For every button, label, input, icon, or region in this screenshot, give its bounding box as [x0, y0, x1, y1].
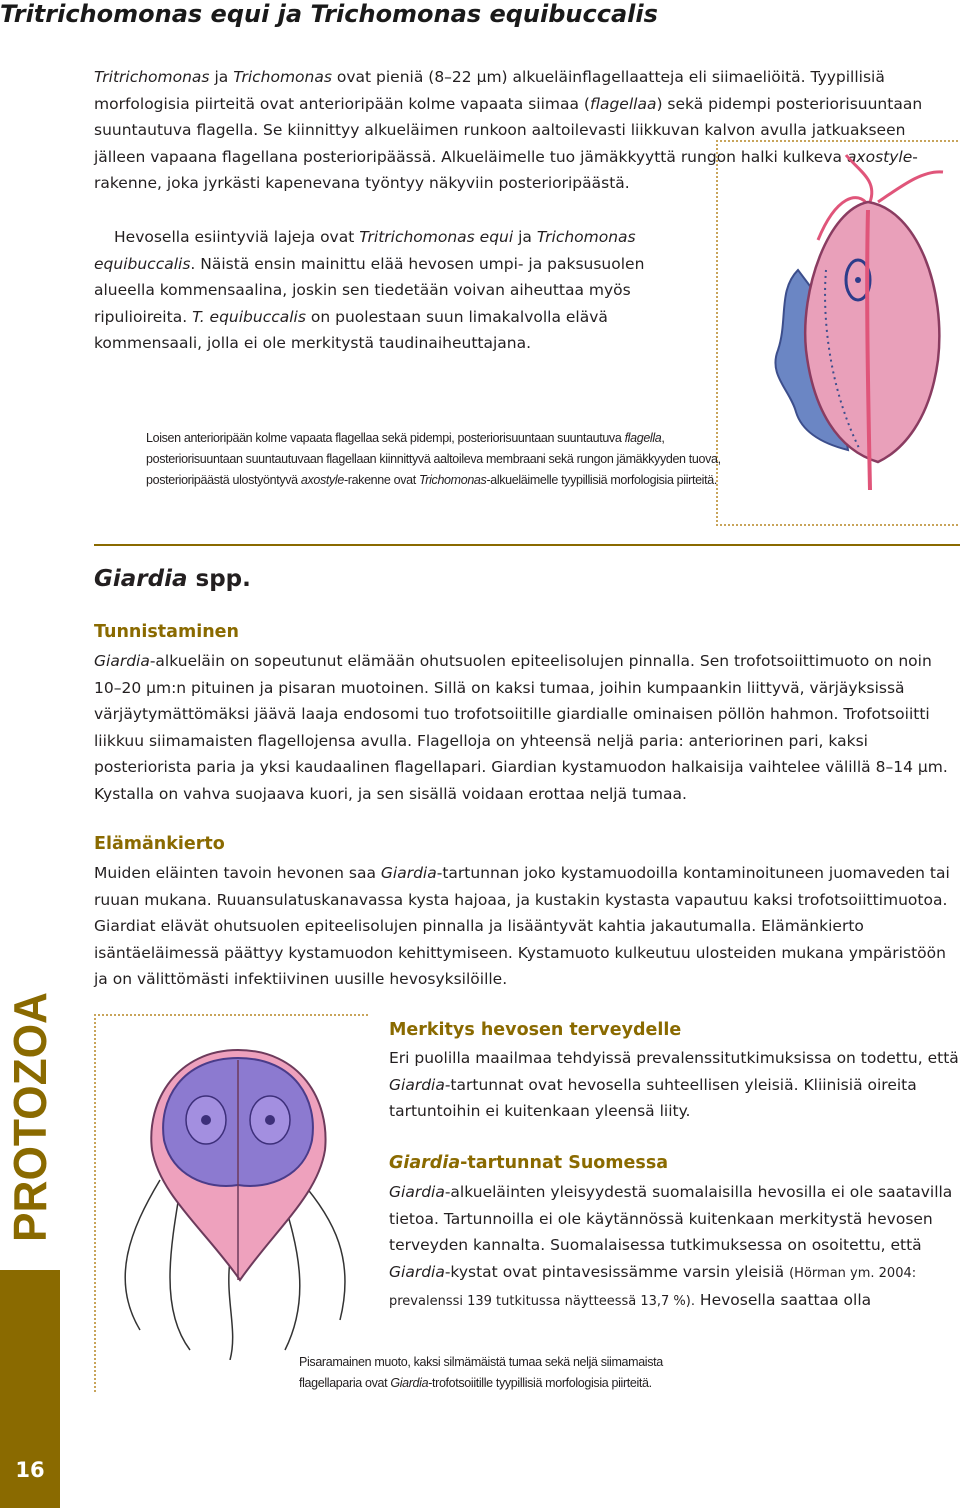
trichomonas-paragraph-1: Tritrichomonas ja Trichomonas ovat pieniä (8–22 µm) alkueläinflagellaatteja eli siimaeliöitä. Tyypillisiä morfologisia piirteitä ovat anterioripään kolme vapaata siimaa (flagellaa) sekä pidempi posteriorisuuntaan suuntautuva flagella. Se kiinnittyy alkueläimen runkoon aaltoilevasti liikkuvan kalvon avulla jatkuakseen jälleen vapaana flagellana posterioripäässä. Alkueläimelle tuo jämäkkyyttä rungon halki kulkeva axostyle-rakenne, joka jyrkästi kapenevana työntyy näkyviin posterioripäästä. [94, 68, 923, 192]
italic-term: Giardia [380, 864, 437, 882]
giardia-illustration [100, 1030, 376, 1360]
italic-term: Trichomonas equibuccalis [94, 228, 636, 273]
sidebar-label-protozoa [0, 950, 60, 1270]
italic-term: axostyle [846, 147, 913, 166]
italic-term: T. equibuccalis [192, 307, 306, 326]
heading-tunnistaminen: Tunnistaminen [94, 622, 239, 642]
page-number: 16 [15, 1458, 45, 1482]
italic-term: Giardia [389, 1183, 445, 1201]
endosome-left [201, 1115, 211, 1125]
italic-term: Tritrichomonas equi [359, 228, 514, 246]
italic-term: axostyle [300, 473, 344, 487]
tunnistaminen-paragraph: Giardia-alkueläin on sopeutunut elämään ohutsuolen epiteelisolujen pinnalla. Sen trofotsoiittimuoto on noin 10–20 µm:n pituinen ja pisaran muotoinen. Sillä on kaksi tumaa, joihin kumpaankin liittyvä, värjäyksissä värjäytymättömäksi jäävä laaja endosomi tuo trofotsoiitille giardialle ominaisen pöllön hahmon. Trofotsoiitti liikkuu siimamaisten flagellojensa avulla. Flagelloja on yhteensä neljä paria: anteriorinen pari, kaksi posteriorista paria ja yksi kaudaalinen flagellapari. Giardian kystamuodon halkaisija vaihtelee välillä 8–14 µm. Kystalla on vahva suojaava kuori, ja sen sisällä voidaan erottaa neljä tumaa. [94, 652, 948, 803]
section-divider [94, 544, 960, 546]
anterior-flagellum-2 [846, 155, 872, 202]
italic-term: Tritrichomonas [94, 68, 210, 86]
suomessa-paragraph: Giardia-alkueläinten yleisyydestä suomalaisilla hevosilla ei ole saatavilla tietoa. Tartunnoilla ei ole käytännössä kuitenkaan merkitystä hevosen terveyden kannalta. Suomalaisessa tutkimuksessa on osoitettu, että Giardia-kystat ovat pintavesissämme varsin yleisiä (Hörman ym. 2004: prevalenssi 139 tutkitussa näytteessä 13,7 %). Hevosella saattaa olla [389, 1183, 953, 1309]
heading-merkitys: Merkitys hevosen terveydelle [389, 1020, 682, 1040]
italic-term: Trichomonas [418, 473, 487, 487]
caudal-flagellum [229, 1260, 233, 1360]
protozoa-text: PROTOZOA [4, 982, 56, 1242]
elamankierto-paragraph: Muiden eläinten tavoin hevonen saa Giardia-tartunnan joko kystamuodoilla kontaminoituneen juomaveden tai ruuan mukana. Ruuansulatuskanavassa kysta hajoaa, ja kustakin kystasta vapautuu kaksi trofotsoiittimuotoa. Giardiat elävät ohutsuolen epiteelisolujen pinnalla ja lisääntyvät kahtia jakautumalla. Elämänkierto isäntäeläimessä päättyy kystamuodon kehittymiseen. Kystamuoto kulkeutuu ulosteiden mukana ympäristöön ja on välittömästi infektiivinen uusille hevosyksilöille. [94, 864, 950, 988]
italic-term: flagella [624, 431, 662, 445]
section-title-giardia: Giardia spp. [94, 566, 251, 592]
endosome-right [265, 1115, 275, 1125]
heading-elamankierto: Elämänkierto [94, 834, 225, 854]
italic-term: Giardia [390, 1376, 429, 1390]
italic-term: Giardia [389, 1262, 445, 1281]
flagellum-left-outer [125, 1180, 160, 1330]
section-title-trichomonas: Tritrichomonas equi ja Trichomonas equibuccalis [0, 0, 658, 28]
trichomonas-caption: Loisen anterioripään kolme vapaata flagellaa sekä pidempi, posteriorisuuntaan suuntautuva flagella, posteriorisuuntaan suuntautuvaan flagellaan kiinnittyvä aaltoileva membraani sekä rungon jämäkkyyden tuova, posterioripäästä ulostyöntyvä axostyle-rakenne ovat Trichomonas-alkueläimelle tyypillisiä morfologisia piirteitä. [146, 431, 721, 487]
trichomonas-paragraph-2: Hevosella esiintyviä lajeja ovat Tritrichomonas equi ja Trichomonas equibuccalis. Näistä ensin mainittu elää hevosen umpi- ja paksusuolen alueella kommensaalina, joskin sen tiedetään voivan aiheuttaa myös ripulioireita. T. equibuccalis on puolestaan suun limakalvolla elävä kommensaali, jolla ei ole merkitystä taudinaiheuttajana. [94, 228, 645, 352]
italic-term: Giardia [389, 1075, 445, 1094]
nucleolus [855, 277, 861, 283]
giardia-caption: Pisaramainen muoto, kaksi silmämäistä tumaa sekä neljä siimamaista flagellaparia ovat Giardia-trofotsoiitille tyypillisiä morfologisia piirteitä. [299, 1355, 663, 1390]
italic-term: Trichomonas [233, 68, 332, 86]
flagellum-right-outer [300, 1180, 345, 1320]
italic-term: flagellaa [589, 94, 657, 113]
italic-term: Giardia [94, 652, 150, 670]
merkitys-paragraph: Eri puolilla maailmaa tehdyissä prevalenssitutkimuksissa on todettu, että Giardia-tartunnat ovat hevosella suhteellisen yleisiä. Kliinisiä oireita tartuntoihin ei kuitenkaan yleensä liity. [389, 1049, 959, 1120]
anterior-flagellum-3 [878, 172, 943, 202]
heading-giardia-suomessa: Giardia-tartunnat Suomessa [389, 1153, 669, 1173]
